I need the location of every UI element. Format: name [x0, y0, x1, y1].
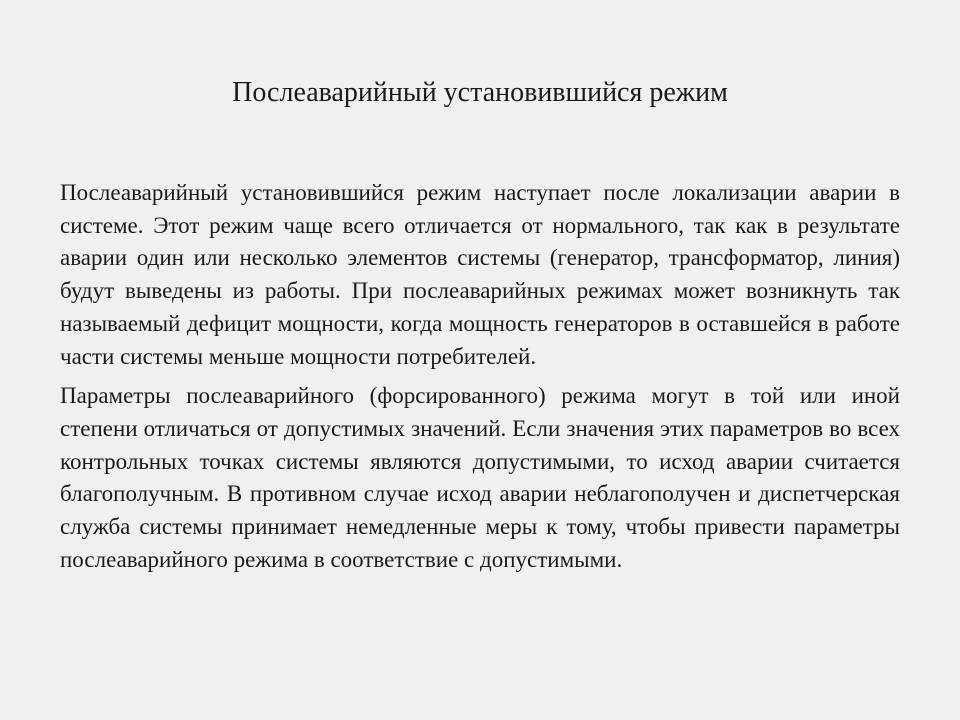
- paragraph-post-emergency-parameters: Параметры послеаварийного (форсированного) режима могут в той или иной степени отличаться от допустимых значений. Если значения этих параметров во всех контрольных точках системы являются допустимыми, то исход аварии считается благополучным. В противном случае исход аварии неблагополучен и диспетчерская служба системы принимает немедленные меры к тому, чтобы привести параметры послеаварийного режима в соответствие с допустимыми.: [60, 383, 900, 572]
- slide-title: Послеаварийный установившийся режим: [232, 77, 728, 108]
- slide-body: [60, 177, 900, 576]
- paragraph-post-emergency-definition: Послеаварийный установившийся режим наступает после локализации аварии в системе. Этот режим чаще всего отличается от нормального, так как в результате аварии один или несколько элементов системы (генератор, трансформатор, линия) будут выведены из работы. При послеаварийных режимах может возникнуть так называемый дефицит мощности, когда мощность генераторов в оставшейся в работе части системы меньше мощности потребителей.: [60, 180, 900, 369]
